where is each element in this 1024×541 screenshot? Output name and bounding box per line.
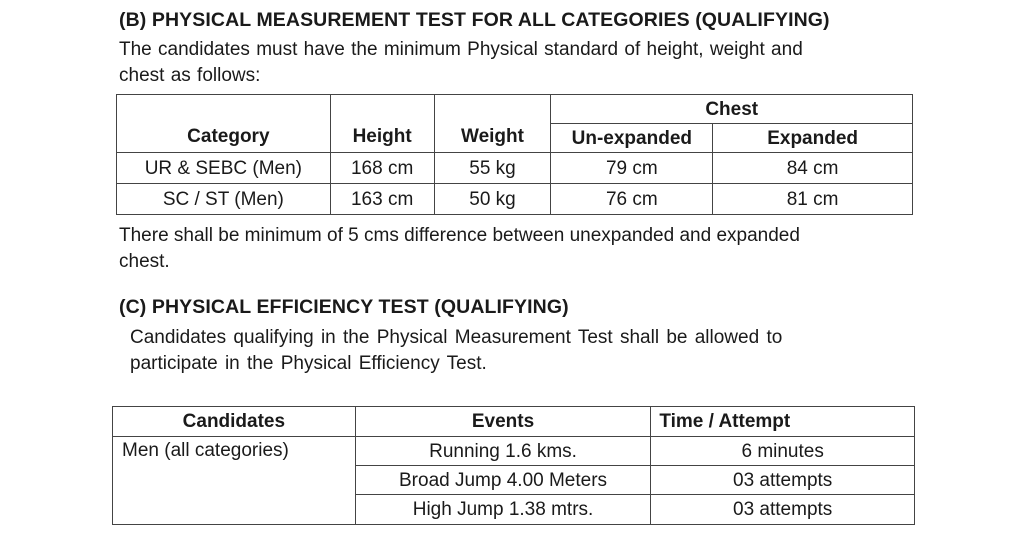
pet-header-time: Time / Attempt xyxy=(651,407,915,437)
section-b-note-line-1: There shall be minimum of 5 cms difference between unexpanded and expanded xyxy=(119,225,800,246)
section-b-intro-line-1: The candidates must have the minimum Physical standard of height, weight and xyxy=(119,39,803,60)
pet-cell-event: Broad Jump 4.00 Meters xyxy=(355,466,651,495)
pet-cell-time: 6 minutes xyxy=(651,437,915,466)
pmt-header-category: Category xyxy=(117,95,331,153)
pmt-cell-weight: 50 kg xyxy=(434,184,551,215)
section-b-heading: (B) PHYSICAL MEASUREMENT TEST FOR ALL CATEGORIES (QUALIFYING) xyxy=(119,9,830,31)
pmt-cell-category: SC / ST (Men) xyxy=(117,184,331,215)
pet-cell-event: Running 1.6 kms. xyxy=(355,437,651,466)
physical-measurement-table xyxy=(116,94,913,215)
pmt-cell-expanded: 81 cm xyxy=(713,184,913,215)
pet-cell-time: 03 attempts xyxy=(651,495,915,525)
pet-cell-time: 03 attempts xyxy=(651,466,915,495)
section-c-intro xyxy=(130,325,910,377)
table-row xyxy=(117,184,913,215)
pet-header-candidates: Candidates xyxy=(113,407,356,437)
section-b-note xyxy=(119,223,909,275)
pet-header-row xyxy=(113,407,915,437)
table-row xyxy=(117,153,913,184)
table-row xyxy=(113,437,915,466)
pmt-header-height: Height xyxy=(330,95,434,153)
pmt-cell-unexpanded: 79 cm xyxy=(551,153,713,184)
pmt-cell-height: 163 cm xyxy=(330,184,434,215)
section-c-intro-line-2: participate in the Physical Efficiency Test. xyxy=(130,353,487,374)
pmt-cell-height: 168 cm xyxy=(330,153,434,184)
physical-efficiency-table xyxy=(112,406,915,525)
section-c-intro-line-1: Candidates qualifying in the Physical Measurement Test shall be allowed to xyxy=(130,327,783,348)
pet-cell-event: High Jump 1.38 mtrs. xyxy=(355,495,651,525)
pmt-cell-expanded: 84 cm xyxy=(713,153,913,184)
pmt-cell-weight: 55 kg xyxy=(434,153,551,184)
section-b-note-line-2: chest. xyxy=(119,251,170,272)
pmt-header-weight: Weight xyxy=(434,95,551,153)
pmt-header-row-1 xyxy=(117,95,913,124)
pmt-cell-category: UR & SEBC (Men) xyxy=(117,153,331,184)
pmt-header-unexpanded: Un-expanded xyxy=(551,124,713,153)
pet-header-events: Events xyxy=(355,407,651,437)
section-b-intro xyxy=(119,37,909,89)
section-b-intro-line-2: chest as follows: xyxy=(119,65,261,86)
section-c-heading: (C) PHYSICAL EFFICIENCY TEST (QUALIFYING) xyxy=(119,296,569,318)
pmt-cell-unexpanded: 76 cm xyxy=(551,184,713,215)
pmt-header-chest: Chest xyxy=(551,95,913,124)
pet-candidate-group: Men (all categories) xyxy=(113,437,356,525)
pmt-header-expanded: Expanded xyxy=(713,124,913,153)
